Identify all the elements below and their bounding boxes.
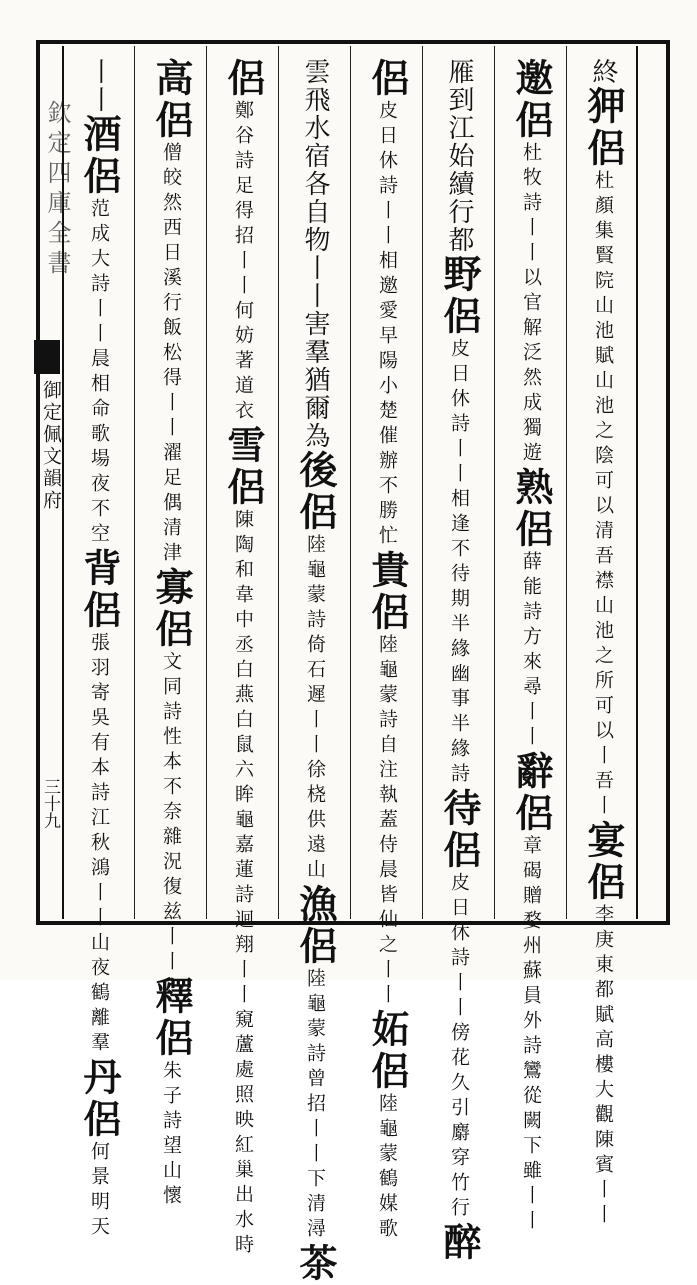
citation-text: 鄭谷詩足得招丨丨何妨著道衣 <box>232 100 254 425</box>
text-column-3 <box>431 58 487 1264</box>
headword: 漁侶 <box>293 884 338 968</box>
headword: 辭侶 <box>509 751 554 835</box>
text-column-2 <box>503 58 559 1235</box>
citation-text: 陳陶和韋中丞白燕白鼠六眸龜嘉蓮詩迥翔丨丨窺蘆處照映紅巢出水時 <box>232 509 254 1259</box>
citation-text: 張羽寄吳有本詩江秋鴻丨丨山夜鶴離羣 <box>88 632 110 1057</box>
citation-text: 陸龜蒙詩自注執蓋侍晨皆仙之丨丨 <box>376 634 398 1009</box>
text-column-8 <box>71 58 127 1241</box>
body-text: 始續行 <box>444 142 474 226</box>
headword: 妬侶 <box>365 1009 410 1093</box>
headword: 侶 <box>365 58 410 100</box>
citation-text: 朱子詩望山懷 <box>160 1060 182 1210</box>
headword: 寡侶 <box>149 567 194 651</box>
citation-text: 文同詩性本不奈雜況復兹丨丨 <box>160 651 182 976</box>
headword: 雪侶 <box>221 425 266 509</box>
body-text: 都 <box>444 226 474 254</box>
column-divider <box>206 46 207 919</box>
citation-text: 皮日休詩丨丨相邀愛早陽小楚催辦不勝忙 <box>376 100 398 550</box>
column-divider <box>494 46 495 919</box>
citation-text: 李庚東都賦高樓大觀陳賓丨丨 <box>592 904 614 1229</box>
text-column-4 <box>359 58 415 1243</box>
headword: 高侶 <box>149 58 194 142</box>
column-divider <box>278 46 279 919</box>
column-divider <box>566 46 567 919</box>
headword: 茶 <box>293 1243 338 1285</box>
body-text: 終 <box>588 58 618 86</box>
citation-text: 皮日休詩丨丨傍花久引麝穿竹行 <box>448 872 470 1222</box>
citation-text: 范成大詩丨丨晨相命歌場夜不空 <box>88 198 110 548</box>
headword: 醉 <box>437 1222 482 1264</box>
column-divider <box>350 46 351 919</box>
column-divider <box>422 46 423 919</box>
body-text: 丨丨 <box>84 58 114 114</box>
page-number: 三十九 <box>40 778 60 829</box>
body-text: 雲飛水宿各自物丨丨害羣猶爾為 <box>300 58 330 450</box>
citation-text: 僧皎然西日溪行飯松得丨丨濯足偶清津 <box>160 142 182 567</box>
citation-text: 陸龜蒙詩倚石遲丨丨徐桡供遠山 <box>304 534 326 884</box>
citation-text: 陸龜蒙鶴媒歌 <box>376 1093 398 1243</box>
citation-text: 薛能詩方來尋丨丨 <box>520 551 542 751</box>
citation-text: 陸龜蒙詩曾招丨丨下清潯 <box>304 968 326 1243</box>
citation-text: 杜顏集賢院山池賦山池之陰可以清吾襟山池之所可以丨吾丨 <box>592 170 614 820</box>
headword: 釋侶 <box>149 976 194 1060</box>
text-column-6 <box>215 58 271 1259</box>
headword: 後侶 <box>293 450 338 534</box>
headword: 待侶 <box>437 788 482 872</box>
margin-title: 欽定四庫全書 <box>43 100 71 280</box>
headword: 貴侶 <box>365 550 410 634</box>
column-divider <box>134 46 135 919</box>
body-text: 雁到江 <box>444 58 474 142</box>
text-column-5 <box>287 58 343 1285</box>
headword: 熟侶 <box>509 467 554 551</box>
text-column-1 <box>575 58 631 1229</box>
headword: 酒侶 <box>77 114 122 198</box>
headword: 背侶 <box>77 548 122 632</box>
citation-text: 杜牧詩丨丨以官解泛然成獨遊 <box>520 142 542 467</box>
headword: 野侶 <box>437 254 482 338</box>
headword: 丹侶 <box>77 1057 122 1141</box>
citation-text: 何景明天 <box>88 1141 110 1241</box>
citation-text: 章碣贈婺州蘇員外詩鸞從闕下雖丨丨 <box>520 835 542 1235</box>
book-title: 御定佩文韻府 <box>40 380 62 512</box>
headword: 宴侶 <box>581 820 626 904</box>
headword: 侶 <box>221 58 266 100</box>
citation-text: 皮日休詩丨丨相逢不待期半緣幽事半緣詩 <box>448 338 470 788</box>
headword: 狎侶 <box>581 86 626 170</box>
text-column-7 <box>143 58 199 1210</box>
headword: 邀侶 <box>509 58 554 142</box>
